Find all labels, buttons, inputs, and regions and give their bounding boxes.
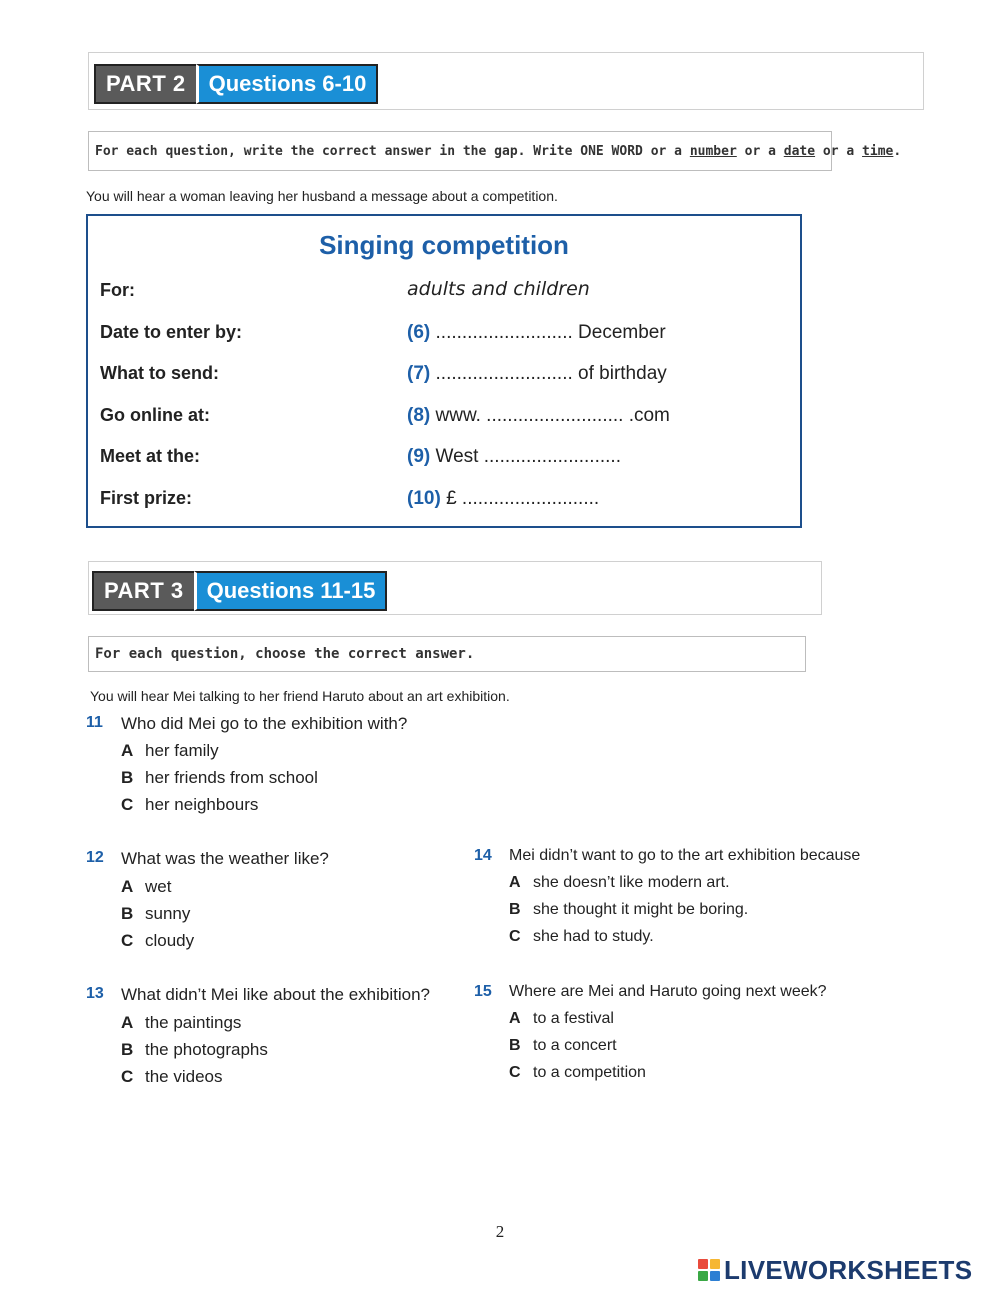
form-value-7[interactable]: (7) .......................... of birthday — [407, 363, 667, 384]
question-number: 11 — [86, 714, 103, 731]
option-c[interactable]: C her neighbours — [121, 795, 259, 814]
instruction-time: time — [862, 143, 894, 159]
gap-number-10: (10) — [407, 488, 441, 509]
question-text: What didn’t Mei like about the exhibition? — [121, 985, 431, 1004]
part2-questions-label: Questions 6-10 — [196, 64, 379, 104]
form-title: Singing competition — [319, 230, 569, 260]
form-row-date — [100, 322, 790, 352]
page-number: 2 — [495, 1222, 505, 1241]
form-value-10[interactable]: (10) £ .......................... — [407, 488, 600, 509]
form-value-9[interactable]: (9) West .......................... — [407, 446, 621, 467]
gap-number-9: (9) — [407, 446, 431, 467]
form-value: adults and children — [407, 278, 590, 300]
question-text: Mei didn’t want to go to the art exhibition because — [509, 847, 861, 864]
part3-intro: You will hear Mei talking to her friend Haruto about an art exhibition. — [90, 688, 510, 704]
option-b[interactable]: B sunny — [121, 904, 191, 923]
part2-banner — [94, 64, 378, 104]
form-row-prize — [100, 488, 790, 518]
part2-instruction: For each question, write the correct answer in the gap. Write ONE WORD or a number or a date or a time . — [88, 131, 832, 171]
option-a[interactable]: A her family — [121, 741, 219, 760]
option-b[interactable]: B the photographs — [121, 1040, 268, 1059]
option-a[interactable]: A wet — [121, 877, 172, 896]
question-text: Where are Mei and Haruto going next week? — [509, 983, 827, 1000]
option-c[interactable]: C she had to study. — [509, 928, 654, 945]
form-label: Go online at: — [100, 405, 210, 425]
question-text: What was the weather like? — [121, 849, 329, 868]
form-value-8[interactable]: (8) www. .......................... .com — [407, 405, 670, 426]
competition-form — [86, 214, 802, 528]
option-b[interactable]: B she thought it might be boring. — [509, 901, 749, 918]
question-number: 13 — [86, 985, 104, 1002]
form-label: What to send: — [100, 363, 219, 383]
instruction-number: number — [689, 143, 737, 159]
question-text: Who did Mei go to the exhibition with? — [121, 714, 408, 733]
part2-label: PART 2 — [94, 64, 196, 104]
instruction-date: date — [783, 143, 816, 159]
liveworksheets-logo[interactable] — [698, 1256, 972, 1284]
form-row-send — [100, 363, 790, 393]
part2-intro: You will hear a woman leaving her husband a message about a competition. — [86, 188, 558, 204]
option-b[interactable]: B her friends from school — [121, 768, 318, 787]
option-c[interactable]: C the videos — [121, 1067, 223, 1086]
brand-name: LIVEWORKSHEETS — [724, 1254, 973, 1285]
part3-instruction: For each question, choose the correct answer. — [88, 636, 806, 672]
form-label: Date to enter by: — [100, 322, 243, 342]
question-number: 12 — [86, 849, 104, 866]
gap-number-6: (6) — [407, 322, 431, 343]
form-label: First prize: — [100, 488, 193, 508]
question-number: 15 — [474, 983, 492, 1000]
gap-number-8: (8) — [407, 405, 431, 426]
form-row-for — [100, 280, 790, 310]
part3-questions-label: Questions 11-15 — [194, 571, 388, 611]
option-a[interactable]: A to a festival — [509, 1010, 614, 1027]
form-label: Meet at the: — [100, 446, 201, 466]
question-number: 14 — [474, 847, 492, 864]
form-row-online — [100, 405, 790, 435]
part3-banner — [92, 571, 387, 611]
option-c[interactable]: C to a competition — [509, 1064, 646, 1081]
form-row-meet — [100, 446, 790, 476]
option-a[interactable]: A she doesn’t like modern art. — [509, 874, 730, 891]
option-b[interactable]: B to a concert — [509, 1037, 617, 1054]
part3-label: PART 3 — [92, 571, 194, 611]
gap-number-7: (7) — [407, 363, 431, 384]
logo-grid-icon — [698, 1259, 720, 1281]
option-a[interactable]: A the paintings — [121, 1013, 242, 1032]
option-c[interactable]: C cloudy — [121, 931, 195, 950]
form-value-6[interactable]: (6) .......................... December — [407, 322, 666, 343]
form-label: For: — [100, 280, 135, 300]
